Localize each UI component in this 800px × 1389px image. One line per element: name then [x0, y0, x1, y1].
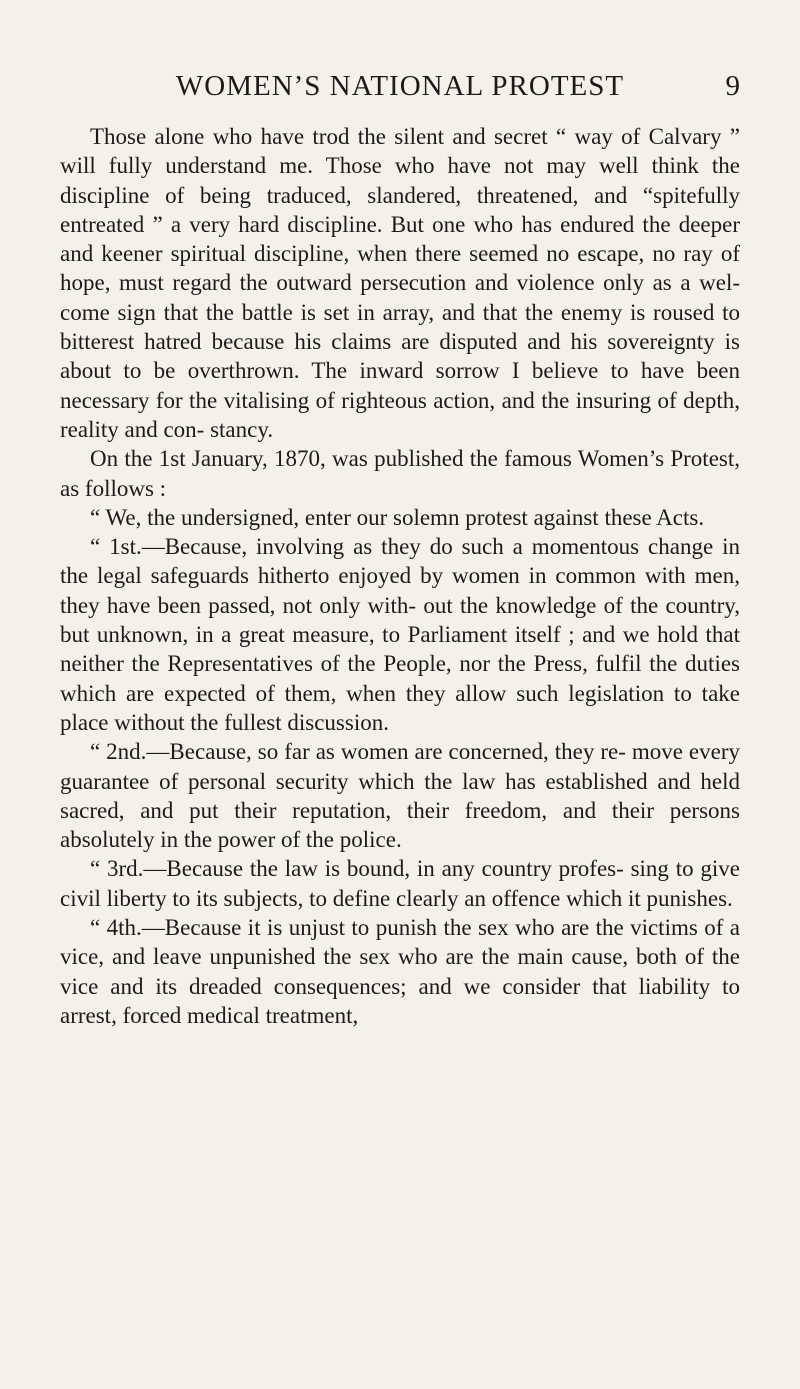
- paragraph: “ 1st.—Because, involving as they do such a momentous change in the legal safeguards hitherto enjoyed by women in common with men, they have been passed, not only with- out the knowledge of the country, but unknown, in a great measure, to Parliament itself ; and we hold that neither the Representatives of the People, nor the Press, fulfil the duties which are expected of them, when they allow such legislation to take place without the fullest discussion.: [60, 534, 740, 735]
- paragraph: On the 1st January, 1870, was published the famous Women’s Protest, as follows :: [60, 446, 740, 501]
- running-head: [60, 70, 740, 110]
- paragraph: Those alone who have trod the silent and secret “ way of Calvary ” will fully understand me. Those who have not may well think the discipline of being traduced, slandered, threatened, and “spitefully entreated ” a very hard discipline. But one who has endured the deeper and keener spiritual discipline, when there seemed no escape, no ray of hope, must regard the outward persecution and violence only as a wel- come sign that the battle is set in array, and that the enemy is roused to bitterest hatred because his claims are disputed and his sovereignty is about to be overthrown. The inward sorrow I believe to have been necessary for the vitalising of righteous action, and the insuring of depth, reality and con- stancy.: [60, 124, 740, 442]
- running-title: WOMEN’S NATIONAL PROTEST: [175, 70, 625, 102]
- paragraph: “ 4th.—Because it is unjust to punish the sex who are the victims of a vice, and leave unpunished the sex who are the main cause, both of the vice and its dreaded consequences; and we consider that liability to arrest, forced medical treatment,: [60, 915, 740, 1028]
- page-number: 9: [725, 70, 740, 102]
- body-text: [60, 122, 740, 1030]
- paragraph: “ We, the undersigned, enter our solemn protest against these Acts.: [90, 504, 705, 530]
- paragraph: “ 2nd.—Because, so far as women are concerned, they re- move every guarantee of personal security which the law has established and held sacred, and put their reputation, their freedom, and their persons absolutely in the power of the police.: [60, 739, 740, 853]
- paragraph: “ 3rd.—Because the law is bound, in any country profes- sing to give civil liberty to its subjects, to define clearly an offence which it punishes.: [60, 856, 740, 911]
